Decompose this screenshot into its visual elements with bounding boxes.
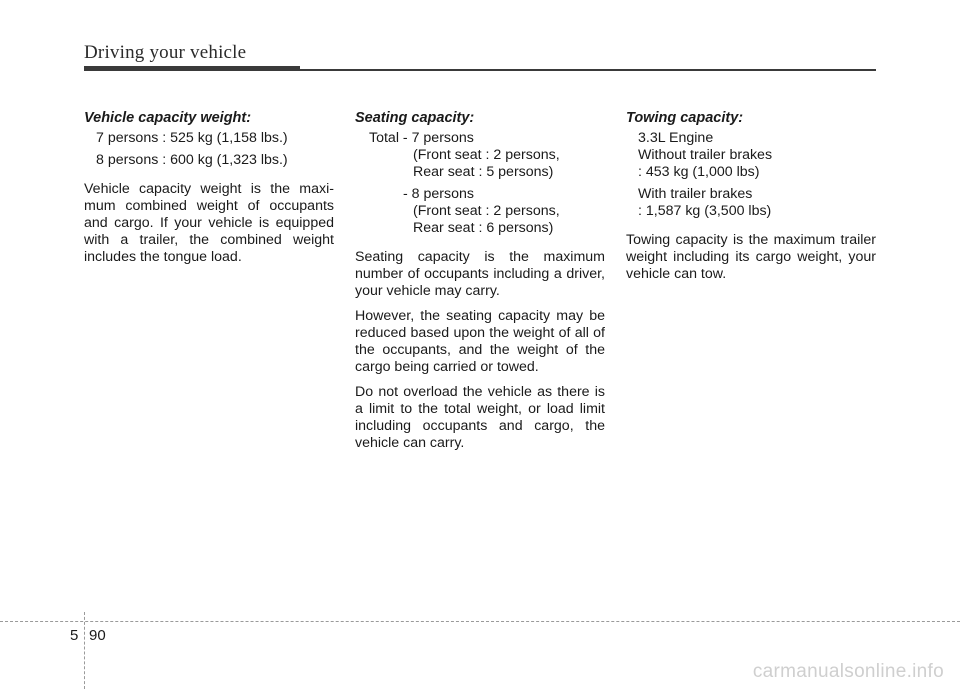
vehicle-capacity-heading: Vehicle capacity weight:	[84, 110, 252, 126]
footer-vertical-rule	[84, 612, 85, 689]
vehicle-capacity-section	[84, 110, 334, 274]
seating-front-7: (Front seat : 2 persons,	[413, 147, 560, 163]
towing-engine: 3.3L Engine	[638, 130, 714, 146]
seating-paragraph-1: Seating capacity is the maximum number of occupants including a driver, your vehicle may carry.	[355, 249, 605, 299]
vehicle-capacity-paragraph: Vehicle capacity weight is the maxi-mum combined weight of occupants and cargo. If your vehicle is equipped with a trailer, the combined weight includes the tongue load.	[84, 181, 334, 265]
capacity-7-persons: 7 persons : 525 kg (1,158 lbs.)	[96, 130, 288, 146]
seating-total-8: - 8 persons	[403, 186, 474, 202]
seating-capacity-heading: Seating capacity:	[355, 110, 475, 126]
footer-rule	[0, 621, 960, 622]
header-rule-thick	[84, 66, 300, 71]
seating-rear-7: Rear seat : 5 persons)	[413, 164, 554, 180]
chapter-number: 5	[70, 627, 79, 644]
towing-without-brakes-value: : 453 kg (1,000 lbs)	[638, 164, 760, 180]
towing-capacity-heading: Towing capacity:	[626, 110, 744, 126]
seating-rear-8: Rear seat : 6 persons)	[413, 220, 554, 236]
seating-total-7: Total - 7 persons	[369, 130, 474, 146]
watermark: carmanualsonline.info	[752, 661, 944, 682]
towing-without-brakes: Without trailer brakes	[638, 147, 773, 163]
page-number: 90	[89, 627, 106, 644]
header-title: Driving your vehicle	[84, 42, 247, 63]
towing-with-brakes: With trailer brakes	[638, 186, 753, 202]
seating-front-8: (Front seat : 2 persons,	[413, 203, 560, 219]
towing-with-brakes-value: : 1,587 kg (3,500 lbs)	[638, 203, 772, 219]
capacity-8-persons: 8 persons : 600 kg (1,323 lbs.)	[96, 152, 288, 168]
seating-paragraph-3: Do not overload the vehicle as there is a limit to the total weight, or load limit including occupants and cargo, the vehicle can carry.	[355, 384, 605, 451]
towing-paragraph: Towing capacity is the maximum trailer weight including its cargo weight, your vehicle can tow.	[626, 232, 876, 282]
seating-paragraph-2: However, the seating capacity may be reduced based upon the weight of all of the occupants, and the weight of the cargo being carried or towed.	[355, 308, 605, 375]
header-rule-thin	[300, 69, 876, 71]
seating-capacity-section	[355, 110, 605, 460]
towing-capacity-section	[626, 110, 876, 291]
